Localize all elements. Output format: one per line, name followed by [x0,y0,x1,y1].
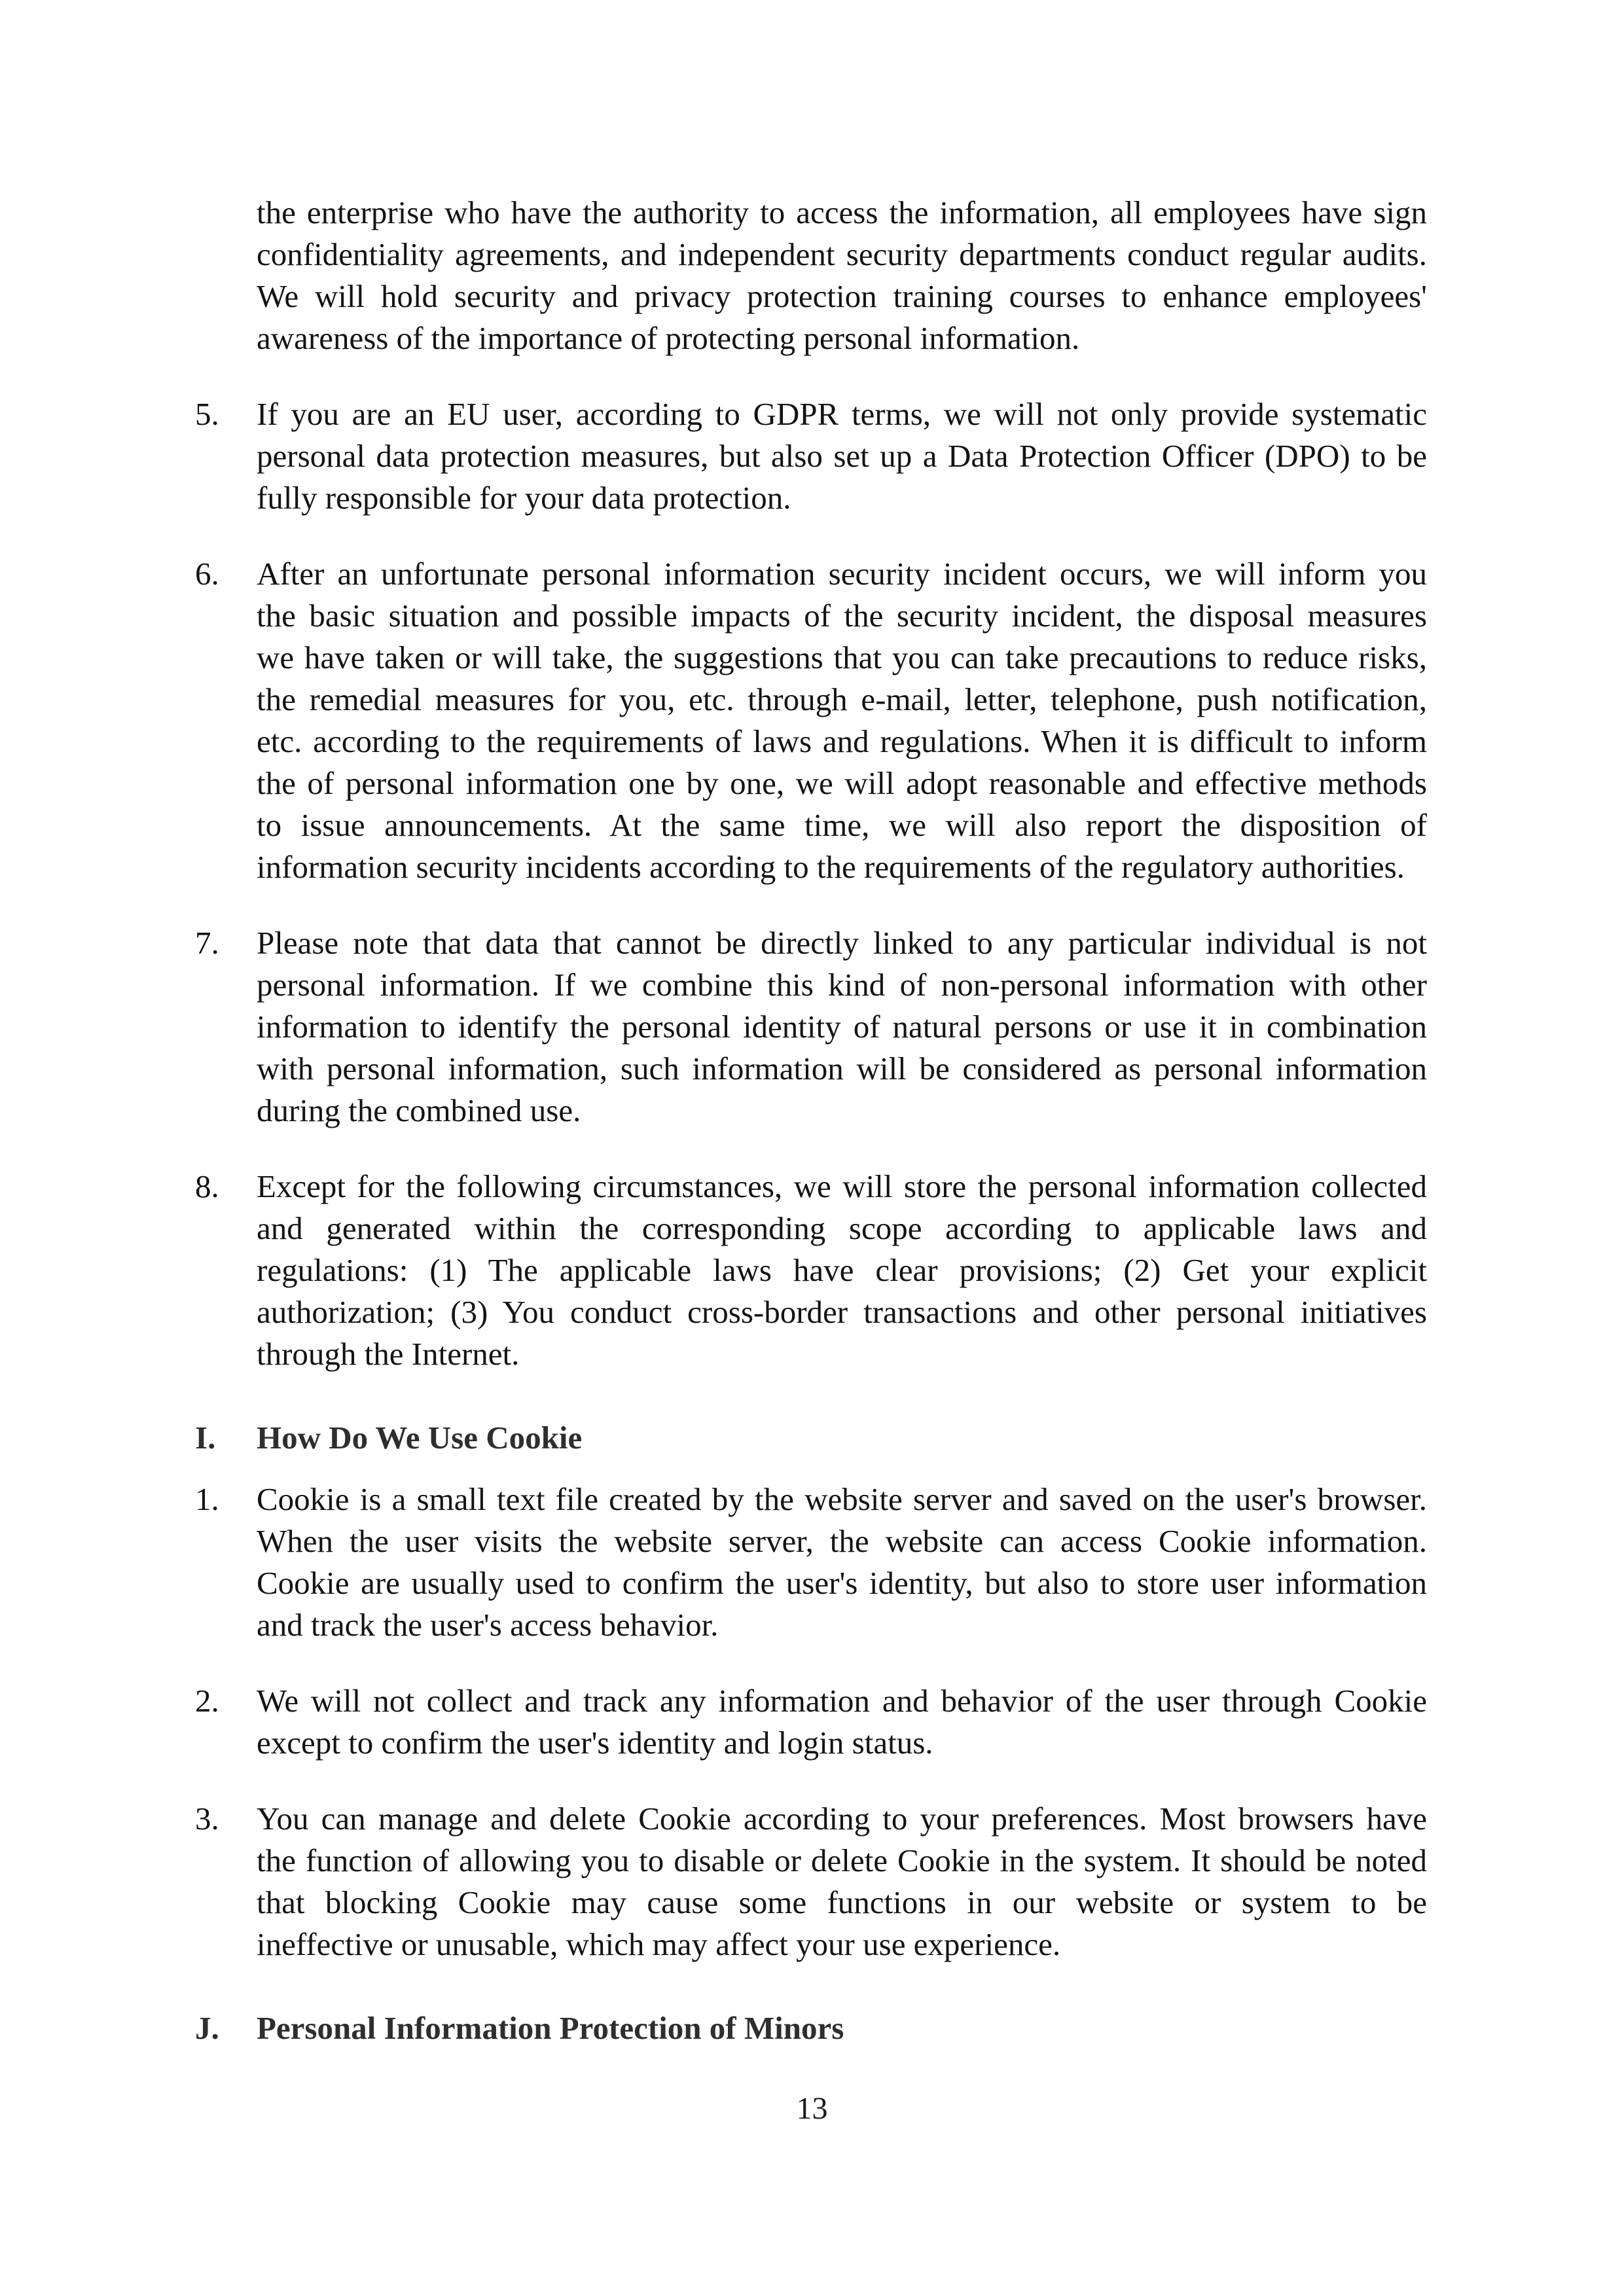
text-line: information security incidents according to the requirements of the regulatory authorities. [257,849,1405,885]
section-letter: J. [195,2010,219,2046]
list-number: 1. [195,1481,219,1517]
list-number: 3. [195,1801,219,1837]
text-line: personal information. If we combine this kind of non-personal information with other [257,967,1427,1003]
list-item-1 [195,1479,1427,1646]
text-line: authorization; (3) You conduct cross-border transactions and other personal initiatives [257,1294,1427,1330]
text-line: After an unfortunate personal information security incident occurs, we will inform you [257,556,1427,592]
text-line: information to identify the personal identity of natural persons or use it in combination [257,1009,1427,1045]
text-line: If you are an EU user, according to GDPR terms, we will not only provide systematic [257,396,1427,432]
text-line: the of personal information one by one, we will adopt reasonable and effective methods [257,765,1427,801]
text-line: When the user visits the website server, the website can access Cookie information. [257,1523,1427,1559]
list-number: 6. [195,556,219,592]
list-item-8 [195,1166,1427,1375]
section-heading-cookie [195,1417,1427,1459]
text-line: fully responsible for your data protection. [257,480,791,516]
text-line: Cookie are usually used to confirm the user's identity, but also to store user information [257,1565,1427,1601]
text-line: You can manage and delete Cookie according to your preferences. Most browsers have [257,1801,1427,1837]
text-line: Except for the following circumstances, we will store the personal information collected [257,1168,1427,1204]
text-line: we have taken or will take, the suggestions that you can take precautions to reduce risks, [257,639,1427,675]
document-body [195,192,1427,2069]
text-line: to issue announcements. At the same time, we will also report the disposition of [257,807,1427,843]
list-item-5 [195,393,1427,519]
section-heading-minors [195,2007,1427,2049]
text-line: Cookie is a small text file created by the website server and saved on the user's browser. [257,1481,1427,1517]
list-item-2 [195,1680,1427,1764]
section-title: How Do We Use Cookie [257,1420,583,1456]
page-number: 13 [796,2091,828,2126]
text-line: through the Internet. [257,1336,520,1372]
text-line: the remedial measures for you, etc. through e-mail, letter, telephone, push notification, [257,681,1427,717]
list-item-6 [195,553,1427,888]
text-line: except to confirm the user's identity and login status. [257,1725,933,1761]
continuation-paragraph [257,192,1427,359]
text-line: etc. according to the requirements of laws and regulations. When it is difficult to inform [257,723,1427,759]
section-letter: I. [195,1420,216,1456]
list-item-7 [195,922,1427,1132]
list-number: 5. [195,396,219,432]
list-item-3 [195,1798,1427,1965]
text-line: and generated within the corresponding scope according to applicable laws and [257,1210,1427,1246]
text-line: awareness of the importance of protecting personal information. [257,320,1080,356]
text-line: the function of allowing you to disable or delete Cookie in the system. It should be noted [257,1842,1427,1878]
text-line: ineffective or unusable, which may affect your use experience. [257,1926,1061,1962]
list-number: 2. [195,1683,219,1719]
text-line: the basic situation and possible impacts of the security incident, the disposal measures [257,598,1427,634]
list-number: 7. [195,925,219,961]
text-line: confidentiality agreements, and independent security departments conduct regular audits. [257,236,1427,272]
text-line: We will hold security and privacy protection training courses to enhance employees' [257,278,1427,314]
text-line: that blocking Cookie may cause some functions in our website or system to be [257,1884,1427,1920]
section-title: Personal Information Protection of Minors [257,2010,844,2046]
text-line: and track the user's access behavior. [257,1607,719,1643]
text-line: Please note that data that cannot be directly linked to any particular individual is not [257,925,1427,961]
text-line: We will not collect and track any information and behavior of the user through Cookie [257,1683,1427,1719]
list-number: 8. [195,1168,219,1204]
text-line: personal data protection measures, but also set up a Data Protection Officer (DPO) to be [257,438,1427,474]
text-line: regulations: (1) The applicable laws have clear provisions; (2) Get your explicit [257,1252,1427,1288]
text-line: with personal information, such information will be considered as personal information [257,1050,1427,1086]
text-line: during the combined use. [257,1092,581,1128]
text-line: the enterprise who have the authority to access the information, all employees have sign [257,194,1427,230]
